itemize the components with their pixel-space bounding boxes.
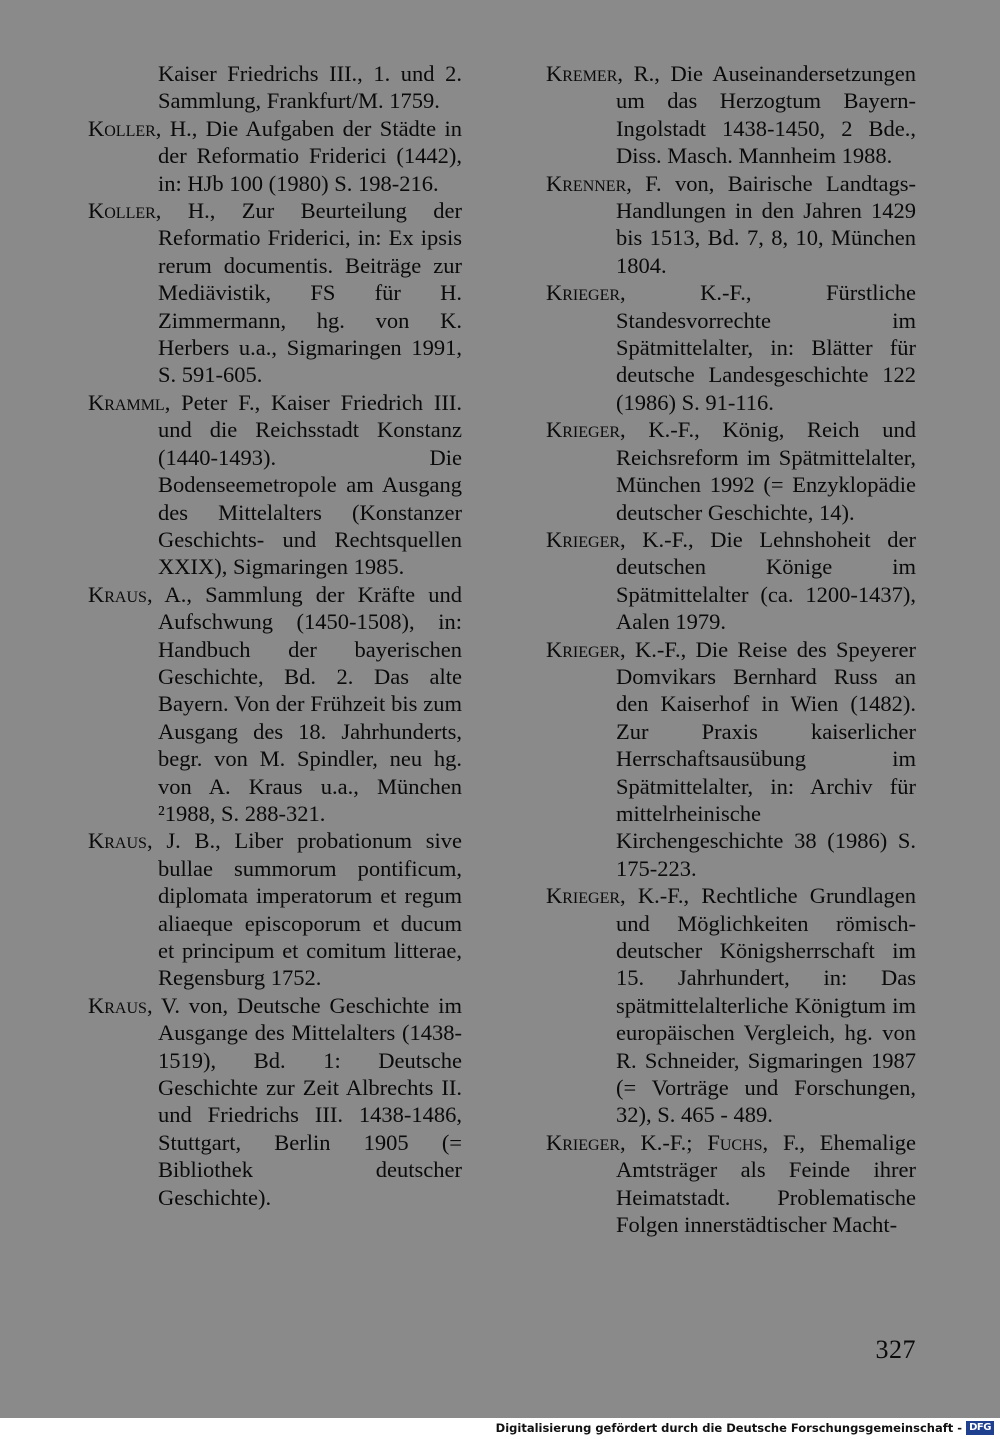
bibliography-entry: Kramml, Peter F., Kaiser Friedrich III. und die Reichsstadt Konstanz (1440-1493). Die Bodenseemetropole am Ausgang des Mittelalters (Konstanzer Geschichts- und Rechtsquellen XXIX), Sigmaringen 1985.	[88, 389, 462, 580]
bibliography-entry: Kraus, J. B., Liber probationum sive bullae summorum pontificum, diplomata imperatorum et regum aliaeque episcoporum et ducum et principum et comitum litterae, Regensburg 1752.	[88, 828, 462, 991]
bibliography-entry: Krieger, K.-F., Die Lehnshoheit der deutschen Könige im Spätmittelalter (ca. 1200-1437), Aalen 1979.	[546, 526, 916, 635]
author-name: Kremer	[546, 61, 618, 86]
dfg-logo: DFG	[966, 1421, 994, 1435]
bibliography-entry: Krieger, K.-F., Fürstliche Standesvorrechte im Spätmittelalter, in: Blätter für deutsche Landesgeschichte 122 (1986) S. 91-116.	[546, 280, 916, 415]
author-name: Krieger	[546, 417, 621, 443]
page-number: 327	[875, 1335, 916, 1364]
bibliography-entry: Krieger, K.-F., Rechtliche Grundlagen und Möglichkeiten römisch-deutscher Königsherrschaft im 15. Jahrhundert, in: Das spätmittelalterliche Königtum im europäischen Vergleich, hg. von R. Schneider, Sigmaringen 1987 (= Vorträge und Forschungen, 32), S. 465 - 489.	[546, 883, 916, 1128]
author-name: Kraus	[88, 581, 147, 607]
bibliography-entry: Krieger, K.-F., Die Reise des Speyerer Domvikars Bernhard Russ an den Kaiserhof in Wien (1482). Zur Praxis kaiserlicher Herrschaftsausübung im Spätmittelalter, in: Archiv für mittelrheinische Kirchengeschichte 38 (1986) S. 175-223.	[546, 636, 916, 881]
author-name: Krieger	[546, 1129, 621, 1155]
footer-credit-text: Digitalisierung gefördert durch die Deutsche Forschungsgemeinschaft -	[495, 1421, 962, 1435]
author-name: Koller	[88, 115, 156, 141]
author-name: Kraus	[88, 828, 147, 854]
author-name: Kramml	[88, 389, 165, 415]
bibliography-entry: Kraus, V. von, Deutsche Geschichte im Ausgange des Mittelalters (1438-1519), Bd. 1: Deutsche Geschichte zur Zeit Albrechts II. und Friedrichs III. 1438-1486, Stuttgart, Berlin 1905 (= Bibliothek deutscher Geschichte).	[88, 992, 462, 1210]
bibliography-entry: Kaiser Friedrichs III., 1. und 2. Sammlung, Frankfurt/M. 1759.	[158, 61, 462, 114]
digitization-footer	[0, 1418, 1000, 1439]
coauthor-name: Fuchs	[707, 1129, 763, 1155]
bibliography-entry: Krieger, K.-F.; Fuchs, F., Ehemalige Amtsträger als Feinde ihrer Heimatstadt. Problematische Folgen innerstädtischer Macht-	[546, 1129, 916, 1238]
author-name: Koller	[88, 198, 156, 224]
bibliography-entry: Koller, H., Zur Beurteilung der Reformatio Friderici, in: Ex ipsis rerum documentis. Beiträge zur Mediävistik, FS für H. Zimmermann, hg. von K. Herbers u.a., Sigmaringen 1991, S. 591-605.	[88, 198, 462, 388]
right-column	[546, 60, 916, 1238]
author-name: Krenner	[546, 170, 627, 196]
bibliography-entry: Kremer, R., Die Auseinandersetzungen um das Herzogtum Bayern-Ingolstadt 1438-1450, 2 Bde., Diss. Masch. Mannheim 1988.	[546, 61, 916, 169]
author-name: Kraus	[88, 992, 147, 1018]
bibliography-entry: Kraus, A., Sammlung der Kräfte und Aufschwung (1450-1508), in: Handbuch der bayerischen Geschichte, Bd. 2. Das alte Bayern. Von der Frühzeit bis zum Ausgang des 18. Jahrhunderts, begr. von M. Spindler, neu hg. von A. Kraus u.a., München ²1988, S. 288-321.	[88, 581, 462, 826]
bibliography-entry: Krenner, F. von, Bairische Landtags-Handlungen in den Jahren 1429 bis 1513, Bd. 7, 8, 10, München 1804.	[546, 170, 916, 278]
author-name: Krieger	[546, 280, 621, 306]
bibliography-entry: Koller, H., Die Aufgaben der Städte in der Reformatio Friderici (1442), in: HJb 100 (1980) S. 198-216.	[88, 115, 462, 196]
bibliography-entry: Krieger, K.-F., König, Reich und Reichsreform im Spätmittelalter, München 1992 (= Enzyklopädie deutscher Geschichte, 14).	[546, 417, 916, 525]
author-name: Krieger	[546, 883, 621, 909]
left-column	[88, 60, 462, 1211]
author-name: Krieger	[546, 526, 621, 552]
author-name: Krieger	[546, 636, 621, 662]
